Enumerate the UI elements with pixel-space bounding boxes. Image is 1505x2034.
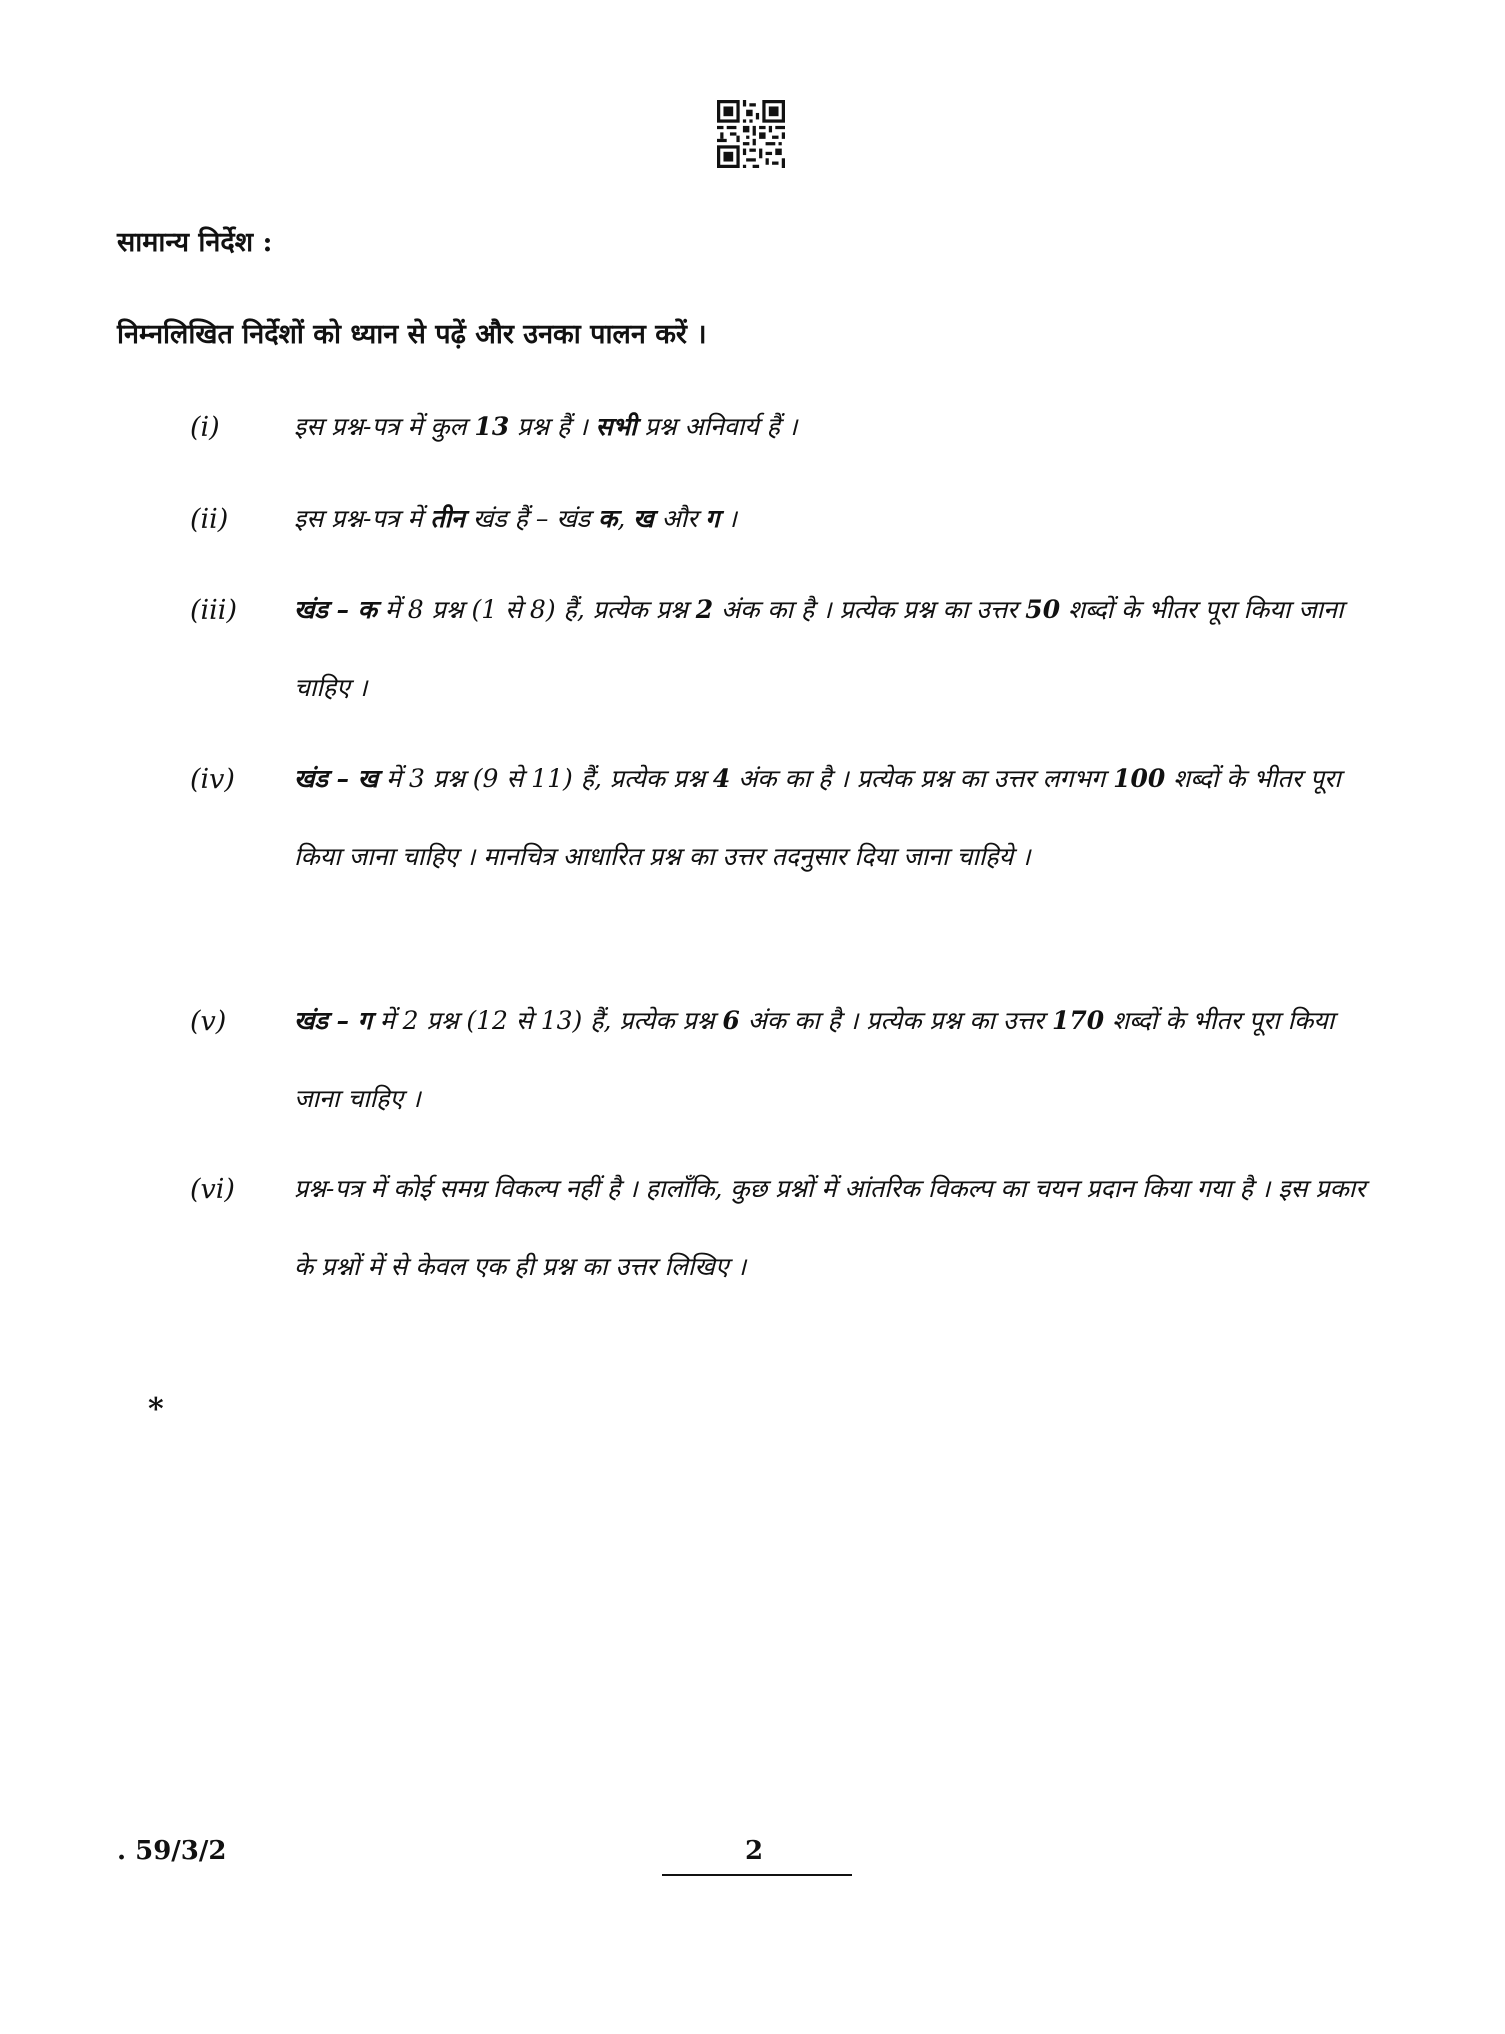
instruction-text xyxy=(294,388,1374,466)
emphasis-text: 2 xyxy=(695,595,714,624)
text-run: शब्दों के भीतर पूरा किया जाना चाहिए । मानचित्र आधारित प्रश्न का उत्तर तदनुसार दिया जाना चाहिये । xyxy=(294,764,1341,871)
emphasis-text: खंड – ग xyxy=(294,1006,372,1035)
instruction-number: (iv) xyxy=(190,764,235,795)
text-run: और xyxy=(653,504,706,533)
text-run: में 8 प्रश्न (1 से 8) हैं, प्रत्येक प्रश्न xyxy=(376,595,696,624)
text-run: प्रश्न हैं । xyxy=(509,412,596,441)
text-run: इस प्रश्न-पत्र में कुल xyxy=(294,412,475,441)
instruction-text xyxy=(294,480,1374,558)
text-run: प्रश्न अनिवार्य हैं । xyxy=(636,412,798,441)
emphasis-text: 170 xyxy=(1051,1006,1105,1035)
text-run: खंड हैं – खंड xyxy=(464,504,599,533)
qr-code-icon xyxy=(717,100,785,168)
emphasis-text: क xyxy=(598,504,618,533)
page-number-rule xyxy=(662,1874,852,1876)
instruction-text xyxy=(294,571,1374,727)
emphasis-text: तीन xyxy=(430,504,465,533)
instructions-intro: निम्नलिखित निर्देशों को ध्यान से पढ़ें और उनका पालन करें । xyxy=(117,319,707,350)
text-run: अंक का है । प्रत्येक प्रश्न का उत्तर लगभग xyxy=(730,764,1114,793)
text-run: इस प्रश्न-पत्र में xyxy=(294,504,431,533)
emphasis-text: सभी xyxy=(595,412,637,441)
emphasis-text: खंड – ख xyxy=(294,764,379,793)
text-run: अंक का है । प्रत्येक प्रश्न का उत्तर xyxy=(739,1006,1052,1035)
text-run: शब्दों के भीतर पूरा किया जाना चाहिए । xyxy=(294,595,1344,702)
instruction-number: (v) xyxy=(190,1006,227,1037)
emphasis-text: 50 xyxy=(1025,595,1061,624)
text-run: , xyxy=(617,504,634,533)
emphasis-text: खंड – क xyxy=(294,595,377,624)
instruction-number: (vi) xyxy=(190,1174,235,1205)
instruction-number: (ii) xyxy=(190,504,229,535)
emphasis-text: 13 xyxy=(474,412,510,441)
page-number: 2 xyxy=(745,1836,764,1866)
emphasis-text: 100 xyxy=(1113,764,1166,793)
emphasis-text: 4 xyxy=(712,764,731,793)
text-run: में 2 प्रश्न (12 से 13) हैं, प्रत्येक प्रश्न xyxy=(371,1006,723,1035)
emphasis-text: 6 xyxy=(722,1006,740,1035)
asterisk-mark: * xyxy=(148,1392,164,1427)
text-run: । xyxy=(719,504,737,533)
text-run: में 3 प्रश्न (9 से 11) हैं, प्रत्येक प्रश्न xyxy=(378,764,713,793)
instruction-text xyxy=(294,982,1374,1138)
instruction-number: (i) xyxy=(190,412,220,443)
instruction-text xyxy=(294,740,1374,896)
instruction-number: (iii) xyxy=(190,595,237,626)
emphasis-text: ग xyxy=(705,504,720,533)
instruction-text xyxy=(294,1150,1374,1306)
text-run: शब्दों के भीतर पूरा किया जाना चाहिए । xyxy=(294,1006,1335,1113)
paper-code: . 59/3/2 xyxy=(117,1836,227,1866)
emphasis-text: ख xyxy=(633,504,654,533)
text-run: अंक का है । प्रत्येक प्रश्न का उत्तर xyxy=(713,595,1026,624)
text-run: प्रश्न-पत्र में कोई समग्र विकल्प नहीं है । हालाँकि, कुछ प्रश्नों में आंतरिक विकल्प का चयन प्रदान किया गया है । इस प्रकार के प्रश्नों में से केवल एक ही प्रश्न का उत्तर लिखिए । xyxy=(294,1174,1366,1281)
general-instructions-heading: सामान्य निर्देश : xyxy=(117,227,273,258)
